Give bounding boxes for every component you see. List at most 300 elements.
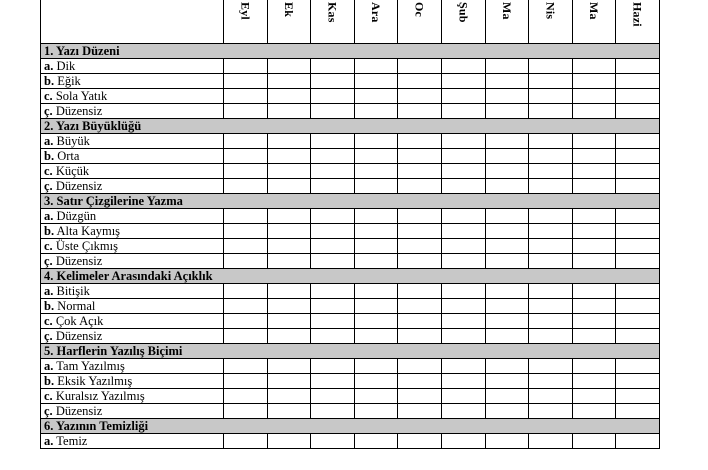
mark-cell[interactable] [485, 209, 529, 224]
criterion-text: Düzensiz [55, 104, 103, 118]
mark-cell[interactable] [398, 239, 442, 254]
month-header [441, 0, 485, 44]
mark-cell[interactable] [616, 59, 660, 74]
criterion-row [41, 179, 660, 194]
mark-cell[interactable] [616, 359, 660, 374]
mark-cell[interactable] [267, 359, 311, 374]
mark-cell[interactable] [354, 359, 398, 374]
mark-cell[interactable] [354, 59, 398, 74]
mark-cell[interactable] [311, 59, 355, 74]
mark-cell[interactable] [616, 149, 660, 164]
mark-cell[interactable] [311, 254, 355, 269]
mark-cell[interactable] [354, 434, 398, 449]
mark-cell[interactable] [398, 359, 442, 374]
criterion-letter: c. [44, 389, 53, 403]
mark-cell[interactable] [267, 179, 311, 194]
criterion-letter: ç. [44, 104, 53, 118]
mark-cell[interactable] [485, 179, 529, 194]
mark-cell[interactable] [485, 284, 529, 299]
mark-cell[interactable] [441, 134, 485, 149]
mark-cell[interactable] [398, 89, 442, 104]
mark-cell[interactable] [529, 74, 573, 89]
mark-cell[interactable] [616, 134, 660, 149]
criterion-row [41, 74, 660, 89]
criterion-row [41, 404, 660, 419]
mark-cell[interactable] [529, 209, 573, 224]
criterion-label [41, 134, 224, 149]
section-row [41, 194, 660, 209]
criterion-letter: b. [44, 224, 55, 238]
mark-cell[interactable] [441, 209, 485, 224]
criterion-text: Üste Çıkmış [55, 239, 118, 253]
mark-cell[interactable] [267, 224, 311, 239]
mark-cell[interactable] [267, 104, 311, 119]
mark-cell[interactable] [398, 74, 442, 89]
mark-cell[interactable] [572, 134, 616, 149]
mark-cell[interactable] [441, 299, 485, 314]
mark-cell[interactable] [485, 254, 529, 269]
mark-cell[interactable] [616, 239, 660, 254]
mark-cell[interactable] [398, 149, 442, 164]
mark-cell[interactable] [529, 239, 573, 254]
mark-cell[interactable] [441, 434, 485, 449]
mark-cell[interactable] [529, 299, 573, 314]
mark-cell[interactable] [616, 329, 660, 344]
criterion-letter: c. [44, 89, 53, 103]
mark-cell[interactable] [572, 74, 616, 89]
mark-cell[interactable] [311, 74, 355, 89]
criterion-row [41, 104, 660, 119]
mark-cell[interactable] [441, 224, 485, 239]
mark-cell[interactable] [354, 224, 398, 239]
mark-cell[interactable] [485, 239, 529, 254]
mark-cell[interactable] [529, 389, 573, 404]
section-row [41, 269, 660, 284]
mark-cell[interactable] [616, 164, 660, 179]
mark-cell[interactable] [224, 359, 268, 374]
month-label: Ara [369, 2, 384, 23]
criterion-letter: b. [44, 299, 55, 313]
mark-cell[interactable] [267, 374, 311, 389]
mark-cell[interactable] [529, 224, 573, 239]
month-header [529, 0, 573, 44]
criterion-row [41, 284, 660, 299]
mark-cell[interactable] [572, 389, 616, 404]
criterion-row [41, 374, 660, 389]
mark-cell[interactable] [572, 254, 616, 269]
mark-cell[interactable] [224, 134, 268, 149]
mark-cell[interactable] [398, 314, 442, 329]
mark-cell[interactable] [267, 284, 311, 299]
mark-cell[interactable] [529, 89, 573, 104]
month-header [572, 0, 616, 44]
mark-cell[interactable] [354, 404, 398, 419]
mark-cell[interactable] [224, 224, 268, 239]
section-title: 6. Yazının Temizliği [41, 419, 660, 434]
mark-cell[interactable] [267, 314, 311, 329]
mark-cell[interactable] [224, 299, 268, 314]
mark-cell[interactable] [311, 374, 355, 389]
mark-cell[interactable] [398, 389, 442, 404]
mark-cell[interactable] [224, 434, 268, 449]
mark-cell[interactable] [354, 329, 398, 344]
mark-cell[interactable] [441, 164, 485, 179]
criterion-label [41, 404, 224, 419]
mark-cell[interactable] [529, 404, 573, 419]
mark-cell[interactable] [267, 404, 311, 419]
month-header [398, 0, 442, 44]
month-header [616, 0, 660, 44]
mark-cell[interactable] [485, 314, 529, 329]
month-header [354, 0, 398, 44]
mark-cell[interactable] [485, 329, 529, 344]
mark-cell[interactable] [441, 284, 485, 299]
mark-cell[interactable] [485, 164, 529, 179]
mark-cell[interactable] [485, 299, 529, 314]
mark-cell[interactable] [311, 434, 355, 449]
month-label: Ma [587, 2, 602, 20]
criterion-letter: ç. [44, 179, 53, 193]
criterion-label [41, 299, 224, 314]
mark-cell[interactable] [311, 104, 355, 119]
criterion-letter: ç. [44, 404, 53, 418]
criterion-label [41, 179, 224, 194]
criterion-letter: c. [44, 314, 53, 328]
mark-cell[interactable] [572, 209, 616, 224]
mark-cell[interactable] [529, 149, 573, 164]
criterion-label [41, 314, 224, 329]
mark-cell[interactable] [267, 254, 311, 269]
mark-cell[interactable] [398, 164, 442, 179]
mark-cell[interactable] [485, 389, 529, 404]
mark-cell[interactable] [529, 179, 573, 194]
mark-cell[interactable] [485, 89, 529, 104]
criterion-label [41, 104, 224, 119]
mark-cell[interactable] [441, 329, 485, 344]
mark-cell[interactable] [398, 104, 442, 119]
section-row [41, 419, 660, 434]
mark-cell[interactable] [354, 284, 398, 299]
mark-cell[interactable] [224, 374, 268, 389]
mark-cell[interactable] [311, 284, 355, 299]
mark-cell[interactable] [224, 89, 268, 104]
section-title: 3. Satır Çizgilerine Yazma [41, 194, 660, 209]
mark-cell[interactable] [311, 149, 355, 164]
mark-cell[interactable] [311, 404, 355, 419]
mark-cell[interactable] [616, 374, 660, 389]
mark-cell[interactable] [616, 104, 660, 119]
mark-cell[interactable] [616, 224, 660, 239]
mark-cell[interactable] [572, 89, 616, 104]
criterion-row [41, 164, 660, 179]
criterion-text: Eğik [57, 74, 81, 88]
mark-cell[interactable] [529, 284, 573, 299]
mark-cell[interactable] [441, 149, 485, 164]
month-header-row [41, 0, 660, 44]
mark-cell[interactable] [441, 374, 485, 389]
criterion-row [41, 224, 660, 239]
criterion-text: Büyük [56, 134, 90, 148]
mark-cell[interactable] [224, 254, 268, 269]
criterion-label [41, 389, 224, 404]
mark-cell[interactable] [311, 389, 355, 404]
criterion-text: Dik [56, 59, 76, 73]
mark-cell[interactable] [529, 374, 573, 389]
mark-cell[interactable] [616, 74, 660, 89]
mark-cell[interactable] [616, 434, 660, 449]
mark-cell[interactable] [529, 434, 573, 449]
mark-cell[interactable] [572, 284, 616, 299]
mark-cell[interactable] [572, 104, 616, 119]
mark-cell[interactable] [267, 299, 311, 314]
mark-cell[interactable] [267, 134, 311, 149]
criterion-label [41, 284, 224, 299]
mark-cell[interactable] [529, 359, 573, 374]
mark-cell[interactable] [485, 434, 529, 449]
mark-cell[interactable] [572, 59, 616, 74]
mark-cell[interactable] [398, 284, 442, 299]
criterion-label [41, 59, 224, 74]
criterion-text: Orta [57, 149, 80, 163]
criterion-label [41, 89, 224, 104]
mark-cell[interactable] [572, 149, 616, 164]
mark-cell[interactable] [354, 104, 398, 119]
criterion-row [41, 329, 660, 344]
criterion-label [41, 329, 224, 344]
criterion-text: Çok Açık [55, 314, 104, 328]
month-label: Ek [281, 2, 296, 18]
mark-cell[interactable] [572, 179, 616, 194]
criterion-label [41, 74, 224, 89]
mark-cell[interactable] [354, 149, 398, 164]
mark-cell[interactable] [616, 89, 660, 104]
mark-cell[interactable] [398, 374, 442, 389]
mark-cell[interactable] [398, 329, 442, 344]
mark-cell[interactable] [354, 314, 398, 329]
mark-cell[interactable] [354, 179, 398, 194]
mark-cell[interactable] [441, 89, 485, 104]
mark-cell[interactable] [616, 404, 660, 419]
month-label: Hazi [630, 2, 645, 27]
mark-cell[interactable] [616, 314, 660, 329]
mark-cell[interactable] [572, 329, 616, 344]
criterion-letter: a. [44, 284, 54, 298]
mark-cell[interactable] [311, 329, 355, 344]
mark-cell[interactable] [485, 224, 529, 239]
mark-cell[interactable] [267, 239, 311, 254]
mark-cell[interactable] [616, 179, 660, 194]
criterion-letter: a. [44, 359, 54, 373]
mark-cell[interactable] [224, 314, 268, 329]
mark-cell[interactable] [267, 149, 311, 164]
mark-cell[interactable] [529, 329, 573, 344]
criterion-text: Düzensiz [55, 329, 103, 343]
mark-cell[interactable] [267, 89, 311, 104]
mark-cell[interactable] [572, 374, 616, 389]
mark-cell[interactable] [267, 209, 311, 224]
criterion-label [41, 239, 224, 254]
criterion-row [41, 359, 660, 374]
mark-cell[interactable] [485, 74, 529, 89]
mark-cell[interactable] [441, 239, 485, 254]
mark-cell[interactable] [572, 239, 616, 254]
mark-cell[interactable] [224, 389, 268, 404]
mark-cell[interactable] [441, 179, 485, 194]
mark-cell[interactable] [441, 254, 485, 269]
mark-cell[interactable] [398, 224, 442, 239]
mark-cell[interactable] [354, 164, 398, 179]
mark-cell[interactable] [572, 434, 616, 449]
section-title: 2. Yazı Büyüklüğü [41, 119, 660, 134]
mark-cell[interactable] [398, 254, 442, 269]
mark-cell[interactable] [616, 389, 660, 404]
mark-cell[interactable] [572, 314, 616, 329]
criterion-letter: c. [44, 164, 53, 178]
mark-cell[interactable] [267, 164, 311, 179]
mark-cell[interactable] [224, 179, 268, 194]
criterion-label [41, 434, 224, 449]
mark-cell[interactable] [354, 389, 398, 404]
criterion-row [41, 134, 660, 149]
mark-cell[interactable] [398, 59, 442, 74]
mark-cell[interactable] [529, 59, 573, 74]
mark-cell[interactable] [354, 134, 398, 149]
criterion-letter: a. [44, 59, 54, 73]
criterion-label [41, 164, 224, 179]
mark-cell[interactable] [616, 299, 660, 314]
section-row [41, 344, 660, 359]
mark-cell[interactable] [398, 134, 442, 149]
mark-cell[interactable] [616, 284, 660, 299]
criterion-text: Düzensiz [55, 404, 103, 418]
mark-cell[interactable] [529, 164, 573, 179]
mark-cell[interactable] [485, 404, 529, 419]
mark-cell[interactable] [485, 374, 529, 389]
mark-cell[interactable] [354, 299, 398, 314]
mark-cell[interactable] [267, 74, 311, 89]
mark-cell[interactable] [311, 164, 355, 179]
mark-cell[interactable] [311, 209, 355, 224]
mark-cell[interactable] [267, 389, 311, 404]
mark-cell[interactable] [224, 74, 268, 89]
mark-cell[interactable] [354, 209, 398, 224]
mark-cell[interactable] [529, 314, 573, 329]
mark-cell[interactable] [354, 89, 398, 104]
mark-cell[interactable] [398, 404, 442, 419]
mark-cell[interactable] [224, 284, 268, 299]
criterion-label [41, 149, 224, 164]
mark-cell[interactable] [311, 359, 355, 374]
month-label: Oc [412, 2, 427, 18]
section-row [41, 44, 660, 59]
criterion-label [41, 374, 224, 389]
mark-cell[interactable] [224, 149, 268, 164]
mark-cell[interactable] [224, 59, 268, 74]
mark-cell[interactable] [267, 434, 311, 449]
evaluation-table [40, 0, 660, 449]
mark-cell[interactable] [311, 89, 355, 104]
criterion-text: Küçük [55, 164, 90, 178]
criterion-letter: b. [44, 149, 55, 163]
mark-cell[interactable] [441, 314, 485, 329]
mark-cell[interactable] [311, 299, 355, 314]
criterion-letter: a. [44, 434, 54, 448]
mark-cell[interactable] [311, 179, 355, 194]
mark-cell[interactable] [311, 134, 355, 149]
mark-cell[interactable] [616, 209, 660, 224]
criterion-row [41, 299, 660, 314]
mark-cell[interactable] [572, 359, 616, 374]
mark-cell[interactable] [224, 104, 268, 119]
corner-cell [41, 0, 224, 44]
criterion-text: Sola Yatık [55, 89, 108, 103]
mark-cell[interactable] [267, 59, 311, 74]
criterion-letter: ç. [44, 254, 53, 268]
mark-cell[interactable] [572, 164, 616, 179]
mark-cell[interactable] [311, 224, 355, 239]
month-label: Kas [325, 2, 340, 23]
mark-cell[interactable] [441, 404, 485, 419]
mark-cell[interactable] [441, 389, 485, 404]
criterion-letter: b. [44, 74, 55, 88]
month-header [485, 0, 529, 44]
criterion-label [41, 359, 224, 374]
criterion-text: Temiz [56, 434, 88, 448]
mark-cell[interactable] [354, 239, 398, 254]
criterion-row [41, 89, 660, 104]
mark-cell[interactable] [485, 359, 529, 374]
month-header [267, 0, 311, 44]
mark-cell[interactable] [441, 359, 485, 374]
mark-cell[interactable] [572, 299, 616, 314]
criterion-text: Normal [57, 299, 96, 313]
mark-cell[interactable] [529, 134, 573, 149]
mark-cell[interactable] [485, 104, 529, 119]
mark-cell[interactable] [311, 314, 355, 329]
mark-cell[interactable] [311, 239, 355, 254]
mark-cell[interactable] [616, 254, 660, 269]
criterion-text: Düzensiz [55, 254, 103, 268]
mark-cell[interactable] [398, 209, 442, 224]
mark-cell[interactable] [224, 239, 268, 254]
mark-cell[interactable] [572, 224, 616, 239]
mark-cell[interactable] [354, 254, 398, 269]
mark-cell[interactable] [441, 59, 485, 74]
mark-cell[interactable] [354, 374, 398, 389]
mark-cell[interactable] [572, 404, 616, 419]
mark-cell[interactable] [441, 104, 485, 119]
mark-cell[interactable] [224, 329, 268, 344]
criterion-row [41, 254, 660, 269]
mark-cell[interactable] [529, 104, 573, 119]
mark-cell[interactable] [485, 134, 529, 149]
mark-cell[interactable] [485, 149, 529, 164]
criterion-text: Düzgün [56, 209, 97, 223]
mark-cell[interactable] [398, 434, 442, 449]
mark-cell[interactable] [441, 74, 485, 89]
criterion-text: Alta Kaymış [56, 224, 121, 238]
mark-cell[interactable] [398, 299, 442, 314]
mark-cell[interactable] [224, 209, 268, 224]
mark-cell[interactable] [485, 59, 529, 74]
mark-cell[interactable] [224, 164, 268, 179]
mark-cell[interactable] [354, 74, 398, 89]
mark-cell[interactable] [224, 404, 268, 419]
mark-cell[interactable] [267, 329, 311, 344]
mark-cell[interactable] [529, 254, 573, 269]
mark-cell[interactable] [398, 179, 442, 194]
criterion-row [41, 314, 660, 329]
